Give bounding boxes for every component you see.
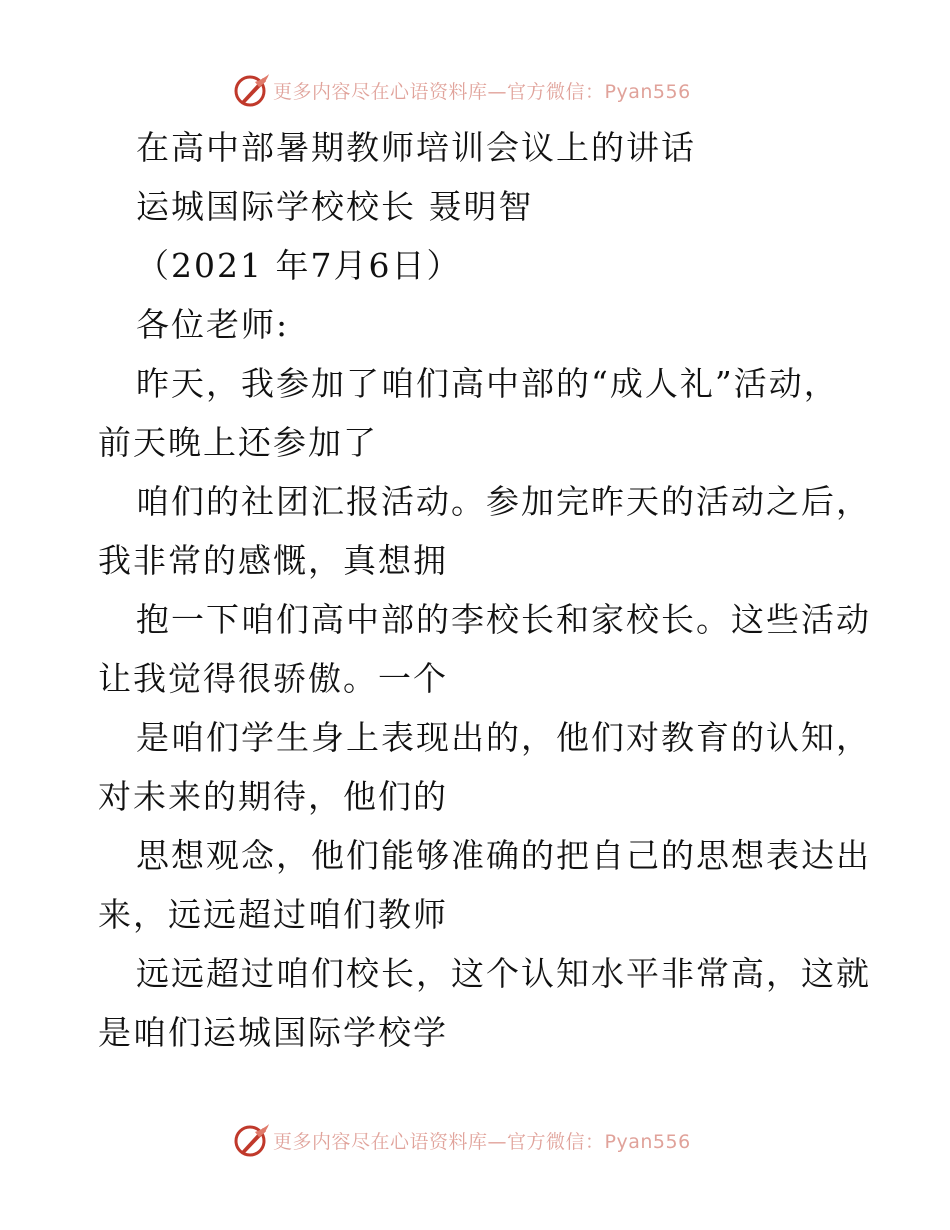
- text-line: 我非常的感慨，真想拥: [98, 541, 448, 580]
- text-line: 抱一下咱们高中部的李校长和家校长。这些活动: [136, 600, 871, 639]
- text-line: 是咱们学生身上表现出的，他们对教育的认知，: [136, 718, 871, 757]
- text-line: 咱们的社团汇报活动。参加完昨天的活动之后，: [136, 482, 871, 521]
- text-line: 在高中部暑期教师培训会议上的讲话: [136, 128, 696, 167]
- header-watermark: [233, 72, 691, 108]
- quill-pen-logo-icon: [233, 1122, 271, 1158]
- text-line: 各位老师:: [136, 305, 290, 344]
- footer-watermark: [233, 1122, 691, 1158]
- watermark-text: 更多内容尽在心语资料库—官方微信：Pyan556: [273, 1130, 691, 1153]
- text-line: 是咱们运城国际学校学: [98, 1013, 448, 1052]
- quill-pen-logo-icon: [233, 72, 271, 108]
- text-line: 让我觉得很骄傲。一个: [98, 659, 448, 698]
- text-line: 远远超过咱们校长，这个认知水平非常高，这就: [136, 954, 871, 993]
- text-line: 思想观念，他们能够准确的把自己的思想表达出: [136, 836, 871, 875]
- text-line: 前天晚上还参加了: [98, 423, 378, 462]
- text-line: （2021 年7月6日）: [136, 246, 462, 285]
- document-body: [98, 118, 898, 1062]
- text-line: 昨天，我参加了咱们高中部的“成人礼”活动，: [136, 364, 839, 403]
- text-line: 对未来的期待，他们的: [98, 777, 448, 816]
- text-line: 运城国际学校校长 聂明智: [136, 187, 534, 226]
- text-line: 来，远远超过咱们教师: [98, 895, 448, 934]
- watermark-text: 更多内容尽在心语资料库—官方微信：Pyan556: [273, 80, 691, 103]
